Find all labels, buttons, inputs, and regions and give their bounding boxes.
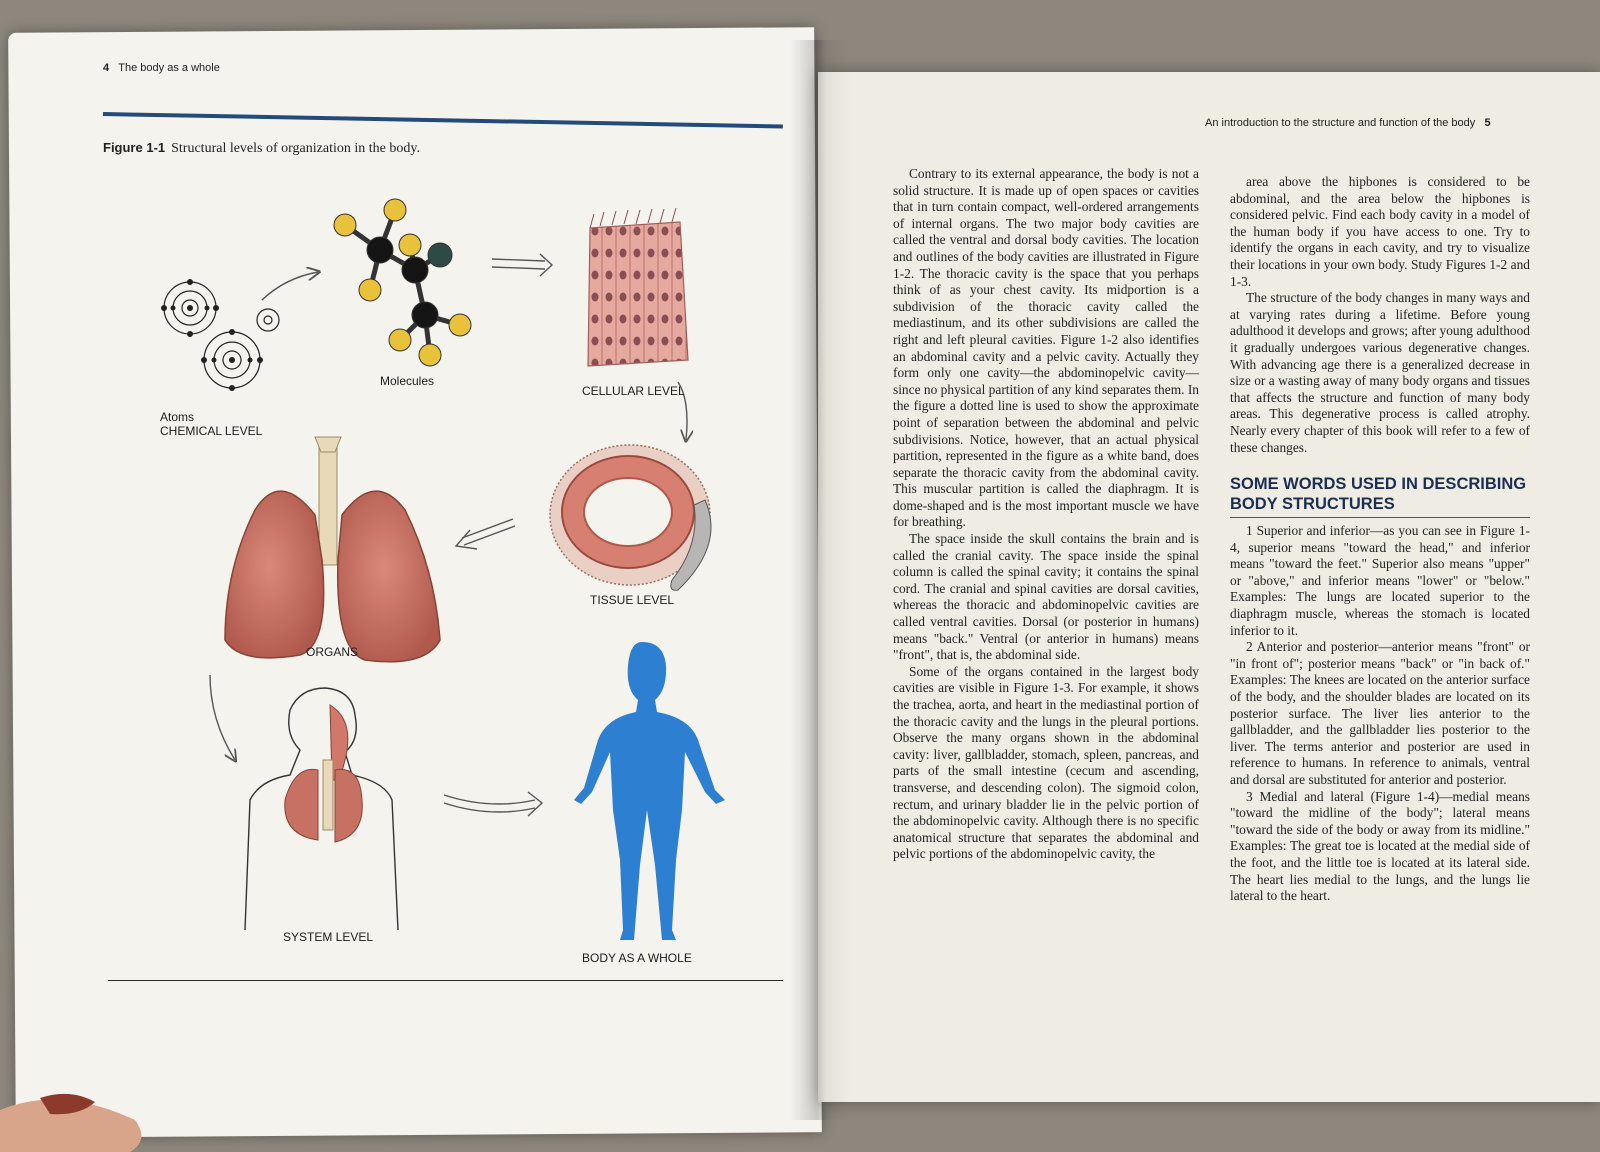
atom-diagram-small: [257, 309, 279, 331]
right-running-title: An introduction to the structure and function of the body: [1205, 117, 1476, 129]
right-page-column-2: [1230, 174, 1530, 905]
section-heading: SOME WORDS USED IN DESCRIBING BODY STRUCTURES: [1230, 474, 1530, 518]
organs-lungs-illustration: [225, 437, 440, 662]
label-chemical-level: CHEMICAL LEVEL: [160, 424, 263, 438]
term-item: 1 Superior and inferior—as you can see in Figure 1-4, superior means "toward the head," and inferior means "toward the feet." Superior also means "upper" or "above," and inferior means "lower" or "below." Examples: The lungs are located superior to the diaphragm muscle, whereas the stomach is located inferior to it.: [1230, 523, 1530, 638]
col2-paragraph: area above the hipbones is considered to be abdominal, and the area below the hipbones is considered pelvic. Find each body cavity in a model of the human body if you have access to one. Try to identify the organs in each cavity, and try to visualize their locations in your own body. Study Figures 1-2 and 1-3.: [1230, 174, 1530, 289]
double-arrow-system-to-body: [444, 792, 542, 816]
term-item: 2 Anterior and posterior—anterior means "front" or "in front of"; posterior means "back" or "in back of." Examples: The knees are located on the anterior surface of the body, and the shoulder blades are located on its posterior surface. The liver lies anterior to the gallbladder, and the gallbladder lies posterior to the liver. The terms anterior and posterior are used in reference to humans. In reference to animals, ventral and dorsal are substituted for anterior and posterior.: [1230, 639, 1530, 787]
label-tissue-level: TISSUE LEVEL: [590, 593, 675, 607]
left-page-number: 4: [103, 62, 110, 74]
col1-paragraph: Contrary to its external appearance, the body is not a solid structure. It is made up of open spaces or cavities that in turn contain compact, well-ordered arrangements of internal organs. The two major body cavities are called the ventral and dorsal body cavities. The location and outlines of the body cavities are illustrated in Figure 1-2. The thoracic cavity is the space that you perhaps think of as your chest cavity. Its midportion is a subdivision of the thoracic cavity called the mediastinum, and its other subdivisions are called the right and left pleural cavities. Figure 1-2 also identifies an abdominal cavity and a pelvic cavity. Actually they form only one cavity—the abdominopelvic cavity—since no physical partition of any kind separates them. In the figure a dotted line is used to show the approximate point of separation between the abdominal and pelvic subdivisions. Notice, however, that an actual physical partition, represented in the figure as a white band, does separate the thoracic cavity from the abdominal cavity. This muscular partition is called the diaphragm. It is dome-shaped and is the most important muscle we have for breathing.: [893, 166, 1199, 530]
arrow-atoms-to-molecules: [262, 272, 318, 300]
system-level-illustration: [245, 688, 398, 930]
atom-diagram-2: [201, 329, 263, 391]
col2-paragraph: The structure of the body changes in many ways and at varying rates during a lifetime. Before young adulthood it develops and grows; after young adulthood it gradually undergoes various degenerative changes. With advancing age there is a generalized decrease in size or a wasting away of many body organs and tissues that affects the structure and function of many body areas. This degenerative process is called atrophy. Nearly every chapter of this book will refer to a few of these changes.: [1230, 290, 1530, 455]
double-arrow-molecules-to-cells: [492, 254, 552, 276]
molecule-diagram: [334, 199, 471, 366]
left-running-title: The body as a whole: [118, 62, 220, 74]
term-item: 3 Medial and lateral (Figure 1-4)—medial means "toward the midline of the body"; lateral means "toward the side of the body or away from its midline." Examples: The great toe is located at the medial side of the foot, and the little toe is located at its lateral side. The heart lies medial to the lungs, and the lungs lie lateral to the heart.: [1230, 788, 1530, 904]
col1-paragraph: The space inside the skull contains the brain and is called the cranial cavity. The space inside the spinal column is called the spinal cavity; it contains the spinal cord. The cranial and spinal cavities are dorsal cavities, whereas the thoracic and abdominopelvic cavities are called ventral cavities. Dorsal (or posterior in humans) means "back." Ventral (or anterior in humans) means "front", that is, the abdominal side.: [893, 531, 1199, 663]
label-system-level: SYSTEM LEVEL: [283, 930, 374, 944]
body-silhouette: [574, 642, 725, 940]
right-page-column-1: [893, 166, 1199, 863]
arrow-organs-to-system: [210, 675, 235, 760]
col1-paragraph: Some of the organs contained in the largest body cavities are visible in Figure 1-3. For example, it shows the trachea, aorta, and heart in the mediastinal portion of the thoracic cavity and the lungs in the pleural portions. Observe the many organs shown in the abdominal cavity: liver, gallbladder, stomach, spleen, pancreas, and parts of the small intestine (cecum and ascending, transverse, and descending colon). The sigmoid colon, rectum, and urinary bladder lie in the pelvic portion of the abdominopelvic cavity. Although there is no specific anatomical structure that separates the abdominal and pelvic portions of the abdominopelvic cavity, the: [893, 663, 1199, 862]
label-atoms: Atoms: [160, 410, 195, 424]
label-cellular-level: CELLULAR LEVEL: [582, 384, 685, 398]
thumb-holding-book: [0, 1080, 150, 1152]
label-body-as-a-whole: BODY AS A WHOLE: [582, 951, 692, 965]
cellular-level-illustration: [588, 208, 688, 366]
label-organs: ORGANS: [306, 645, 359, 659]
double-arrow-tissue-to-organs: [456, 519, 515, 549]
label-molecules: Molecules: [380, 374, 435, 388]
figure-number: Figure 1-1: [103, 140, 166, 155]
right-page-number: 5: [1484, 117, 1491, 129]
atom-diagram-1: [161, 279, 219, 337]
figure-caption-text: Structural levels of organization in the body.: [171, 141, 420, 156]
tissue-level-illustration: [550, 445, 711, 590]
